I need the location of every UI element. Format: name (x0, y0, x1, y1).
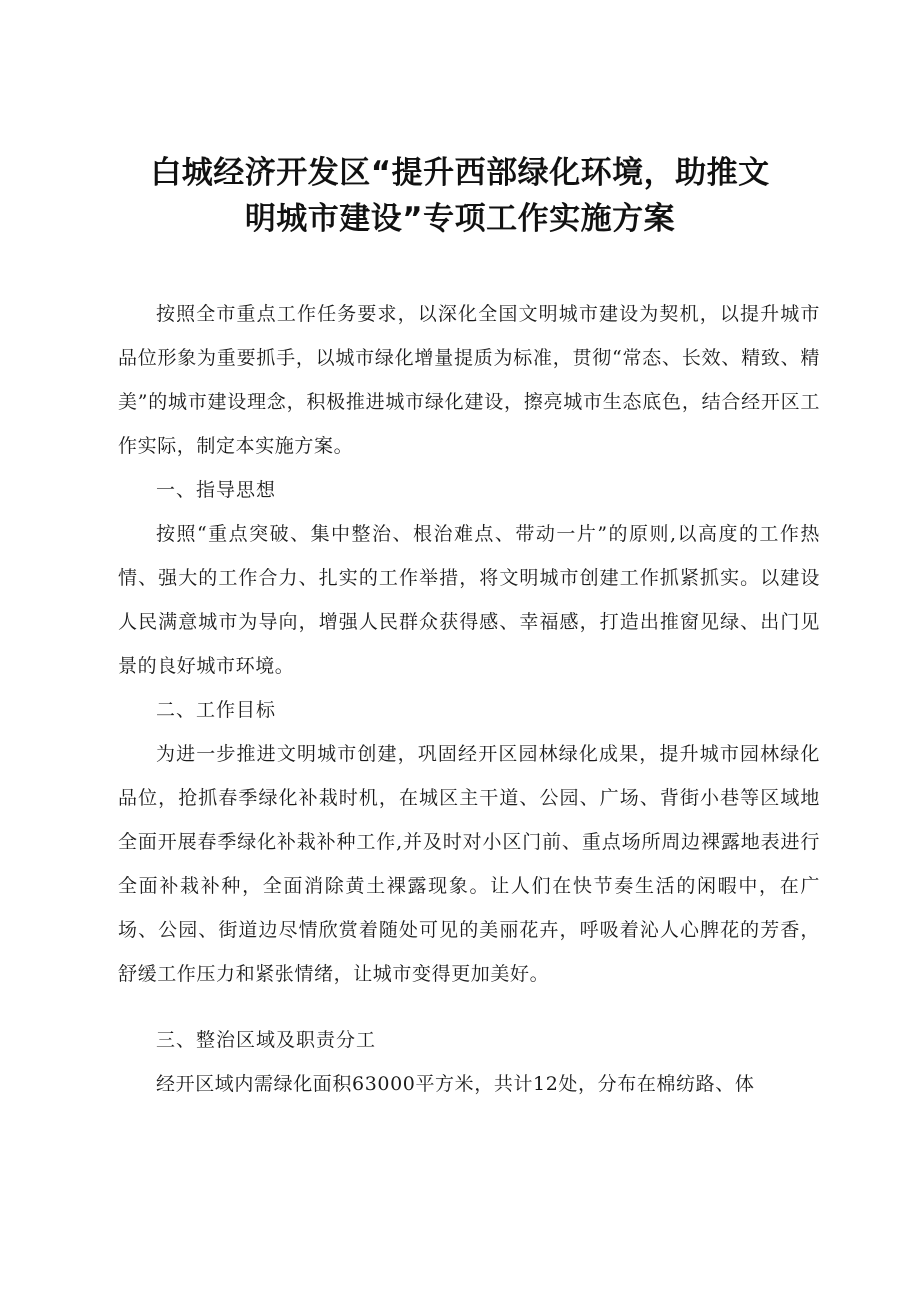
document-body (118, 292, 820, 1106)
document-title (100, 150, 820, 242)
section-text-areas-responsibilities: 经开区域内需绿化面积63000平方米，共计12处，分布在棉纺路、体 (156, 1073, 755, 1095)
section-heading-areas-responsibilities: 三、整治区域及职责分工 (156, 1029, 377, 1051)
section-heading-guiding-ideology: 一、指导思想 (156, 479, 277, 501)
section-heading-work-goals: 二、工作目标 (156, 699, 277, 721)
section-spacer (118, 996, 820, 1018)
title-line-1: 白城经济开发区“提升西部绿化环境，助推文 (150, 155, 770, 191)
section-text-guiding-ideology: 按照“重点突破、集中整治、根治难点、带动一片”的原则,以高度的工作热情、强大的工作合力、扎实的工作举措，将文明城市创建工作抓紧抓实。以建设人民满意城市为导向，增强人民群众获得感、幸福感，打造出推窗见绿、出门见景的良好城市环境。 (118, 523, 820, 677)
title-line-2: 明城市建设”专项工作实施方案 (244, 201, 676, 237)
section-text-work-goals: 为进一步推进文明城市创建，巩固经开区园林绿化成果，提升城市园林绿化品位，抢抓春季绿化补栽时机，在城区主干道、公园、广场、背街小巷等区域地全面开展春季绿化补栽补种工作,并及时对小区门前、重点场所周边裸露地表进行全面补栽补种，全面消除黄土裸露现象。让人们在快节奏生活的闲暇中，在广场、公园、街道边尽情欣赏着随处可见的美丽花卉，呼吸着沁人心脾花的芳香，舒缓工作压力和紧张情绪，让城市变得更加美好。 (118, 743, 820, 985)
intro-paragraph: 按照全市重点工作任务要求，以深化全国文明城市建设为契机，以提升城市品位形象为重要抓手，以城市绿化增量提质为标准，贯彻“常态、长效、精致、精美”的城市建设理念，积极推进城市绿化建设，擦亮城市生态底色，结合经开区工作实际，制定本实施方案。 (118, 303, 820, 457)
